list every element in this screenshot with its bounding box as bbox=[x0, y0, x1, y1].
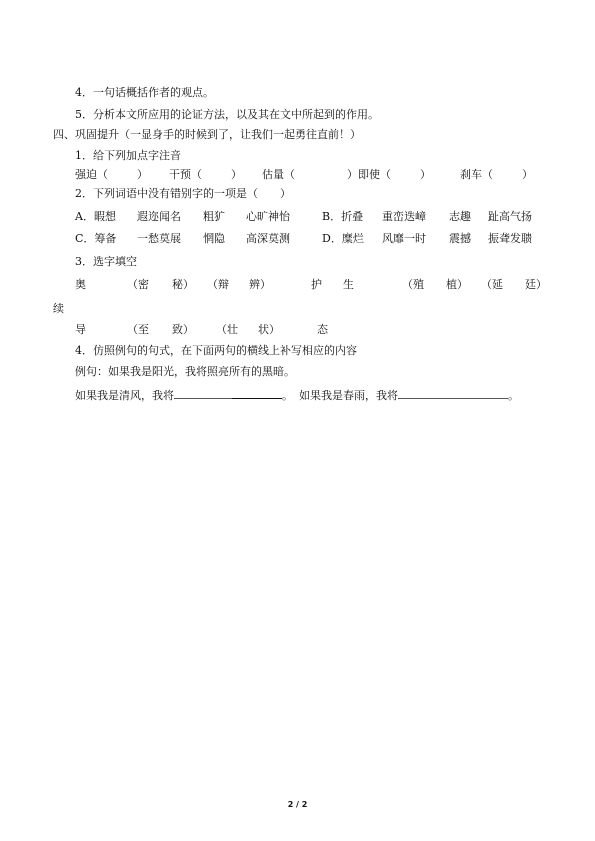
q4-prompt-1: 如果我是清风，我将 bbox=[75, 389, 174, 402]
q2-option: 惘隐 bbox=[203, 232, 225, 245]
q1-item: ） bbox=[231, 168, 242, 181]
q2-options-row-1 bbox=[75, 210, 545, 224]
q2-option: 振聋发聩 bbox=[488, 232, 532, 245]
q3-choice: （延 bbox=[481, 278, 503, 291]
q2-option: 一愁莫展 bbox=[137, 232, 181, 245]
q2-title-close: ） bbox=[280, 187, 291, 200]
q4-answer-blank-2[interactable] bbox=[398, 387, 508, 399]
q4-answer-blank-1a[interactable] bbox=[174, 387, 232, 399]
q3-choice: 植） bbox=[446, 278, 468, 291]
q3-word: 生 bbox=[343, 278, 354, 291]
q4-end: 。 bbox=[508, 389, 519, 402]
q2-title: 2．下列词语中没有错别字的一项是（ bbox=[75, 187, 258, 200]
q3-choice: 辨） bbox=[249, 278, 271, 291]
q2-option: 风靡一时 bbox=[382, 232, 426, 245]
q3-word: 奥 bbox=[75, 278, 86, 291]
q3-choice: 致） bbox=[172, 323, 194, 336]
q3-word: 导 bbox=[75, 323, 86, 336]
q2-options-row-2 bbox=[75, 232, 545, 246]
q1-item: ） bbox=[137, 168, 148, 181]
q1-item: ） bbox=[522, 168, 533, 181]
q3-choice: 秘） bbox=[172, 278, 194, 291]
q2-option: 震撼 bbox=[449, 232, 471, 245]
q3-word: 态 bbox=[317, 323, 328, 336]
q2-option: A．暇想 bbox=[75, 210, 116, 223]
q3-choice: （至 bbox=[127, 323, 149, 336]
section-4-heading: 四、巩固提升（一显身手的时候到了，让我们一起勇往直前！） bbox=[53, 128, 361, 141]
q3-choice: 廷） bbox=[525, 278, 547, 291]
q1-item: 刹车（ bbox=[460, 168, 493, 181]
q1-title: 1．给下列加点字注音 bbox=[75, 149, 181, 162]
q2-option: 遐迩闻名 bbox=[137, 210, 181, 223]
q1-item: ） bbox=[420, 168, 431, 181]
q1-item: ）即使（ bbox=[347, 168, 391, 181]
q4-title: 4．仿照例句的句式，在下面两句的横线上补写相应的内容 bbox=[75, 344, 357, 357]
q2-option: 高深莫测 bbox=[246, 232, 290, 245]
q4-answer-blank-1b[interactable] bbox=[232, 387, 282, 399]
q4-separator: 。 bbox=[282, 389, 293, 402]
page-number: 2 / 2 bbox=[287, 800, 308, 809]
question-4-top: 4．一句话概括作者的观点。 bbox=[75, 86, 214, 99]
q1-item: 估量（ bbox=[262, 168, 295, 181]
q3-title: 3．选字填空 bbox=[75, 255, 137, 268]
q3-row-2 bbox=[75, 323, 545, 337]
q2-option: 志趣 bbox=[449, 210, 471, 223]
q2-option: C．筹备 bbox=[75, 232, 117, 245]
q4-prompt-2: 如果我是春雨，我将 bbox=[299, 389, 398, 402]
q3-choice: （壮 bbox=[216, 323, 238, 336]
q4-example: 例句：如果我是阳光，我将照亮所有的黑暗。 bbox=[75, 365, 295, 378]
q3-row-1 bbox=[75, 278, 545, 292]
q4-answer-row bbox=[75, 387, 519, 401]
q3-word: 护 bbox=[311, 278, 322, 291]
q3-choice: 状） bbox=[258, 323, 280, 336]
q1-item: 干预（ bbox=[169, 168, 202, 181]
q2-title-row bbox=[75, 187, 291, 201]
q2-option: 趾高气扬 bbox=[488, 210, 532, 223]
q1-pinyin-row bbox=[75, 168, 545, 182]
q2-option: B．折叠 bbox=[322, 210, 364, 223]
q3-choice: （密 bbox=[127, 278, 149, 291]
question-5-top: 5．分析本文所应用的论证方法，以及其在文中所起到的作用。 bbox=[75, 108, 379, 121]
q3-choice: （辩 bbox=[207, 278, 229, 291]
q3-choice: （殖 bbox=[402, 278, 424, 291]
q2-option: 心旷神怡 bbox=[246, 210, 290, 223]
q2-option: 粗犷 bbox=[203, 210, 225, 223]
q2-option: D．糜烂 bbox=[322, 232, 364, 245]
q3-wrap: 续 bbox=[53, 302, 64, 315]
q2-option: 重峦迭嶂 bbox=[382, 210, 426, 223]
q1-item: 强迫（ bbox=[75, 168, 108, 181]
